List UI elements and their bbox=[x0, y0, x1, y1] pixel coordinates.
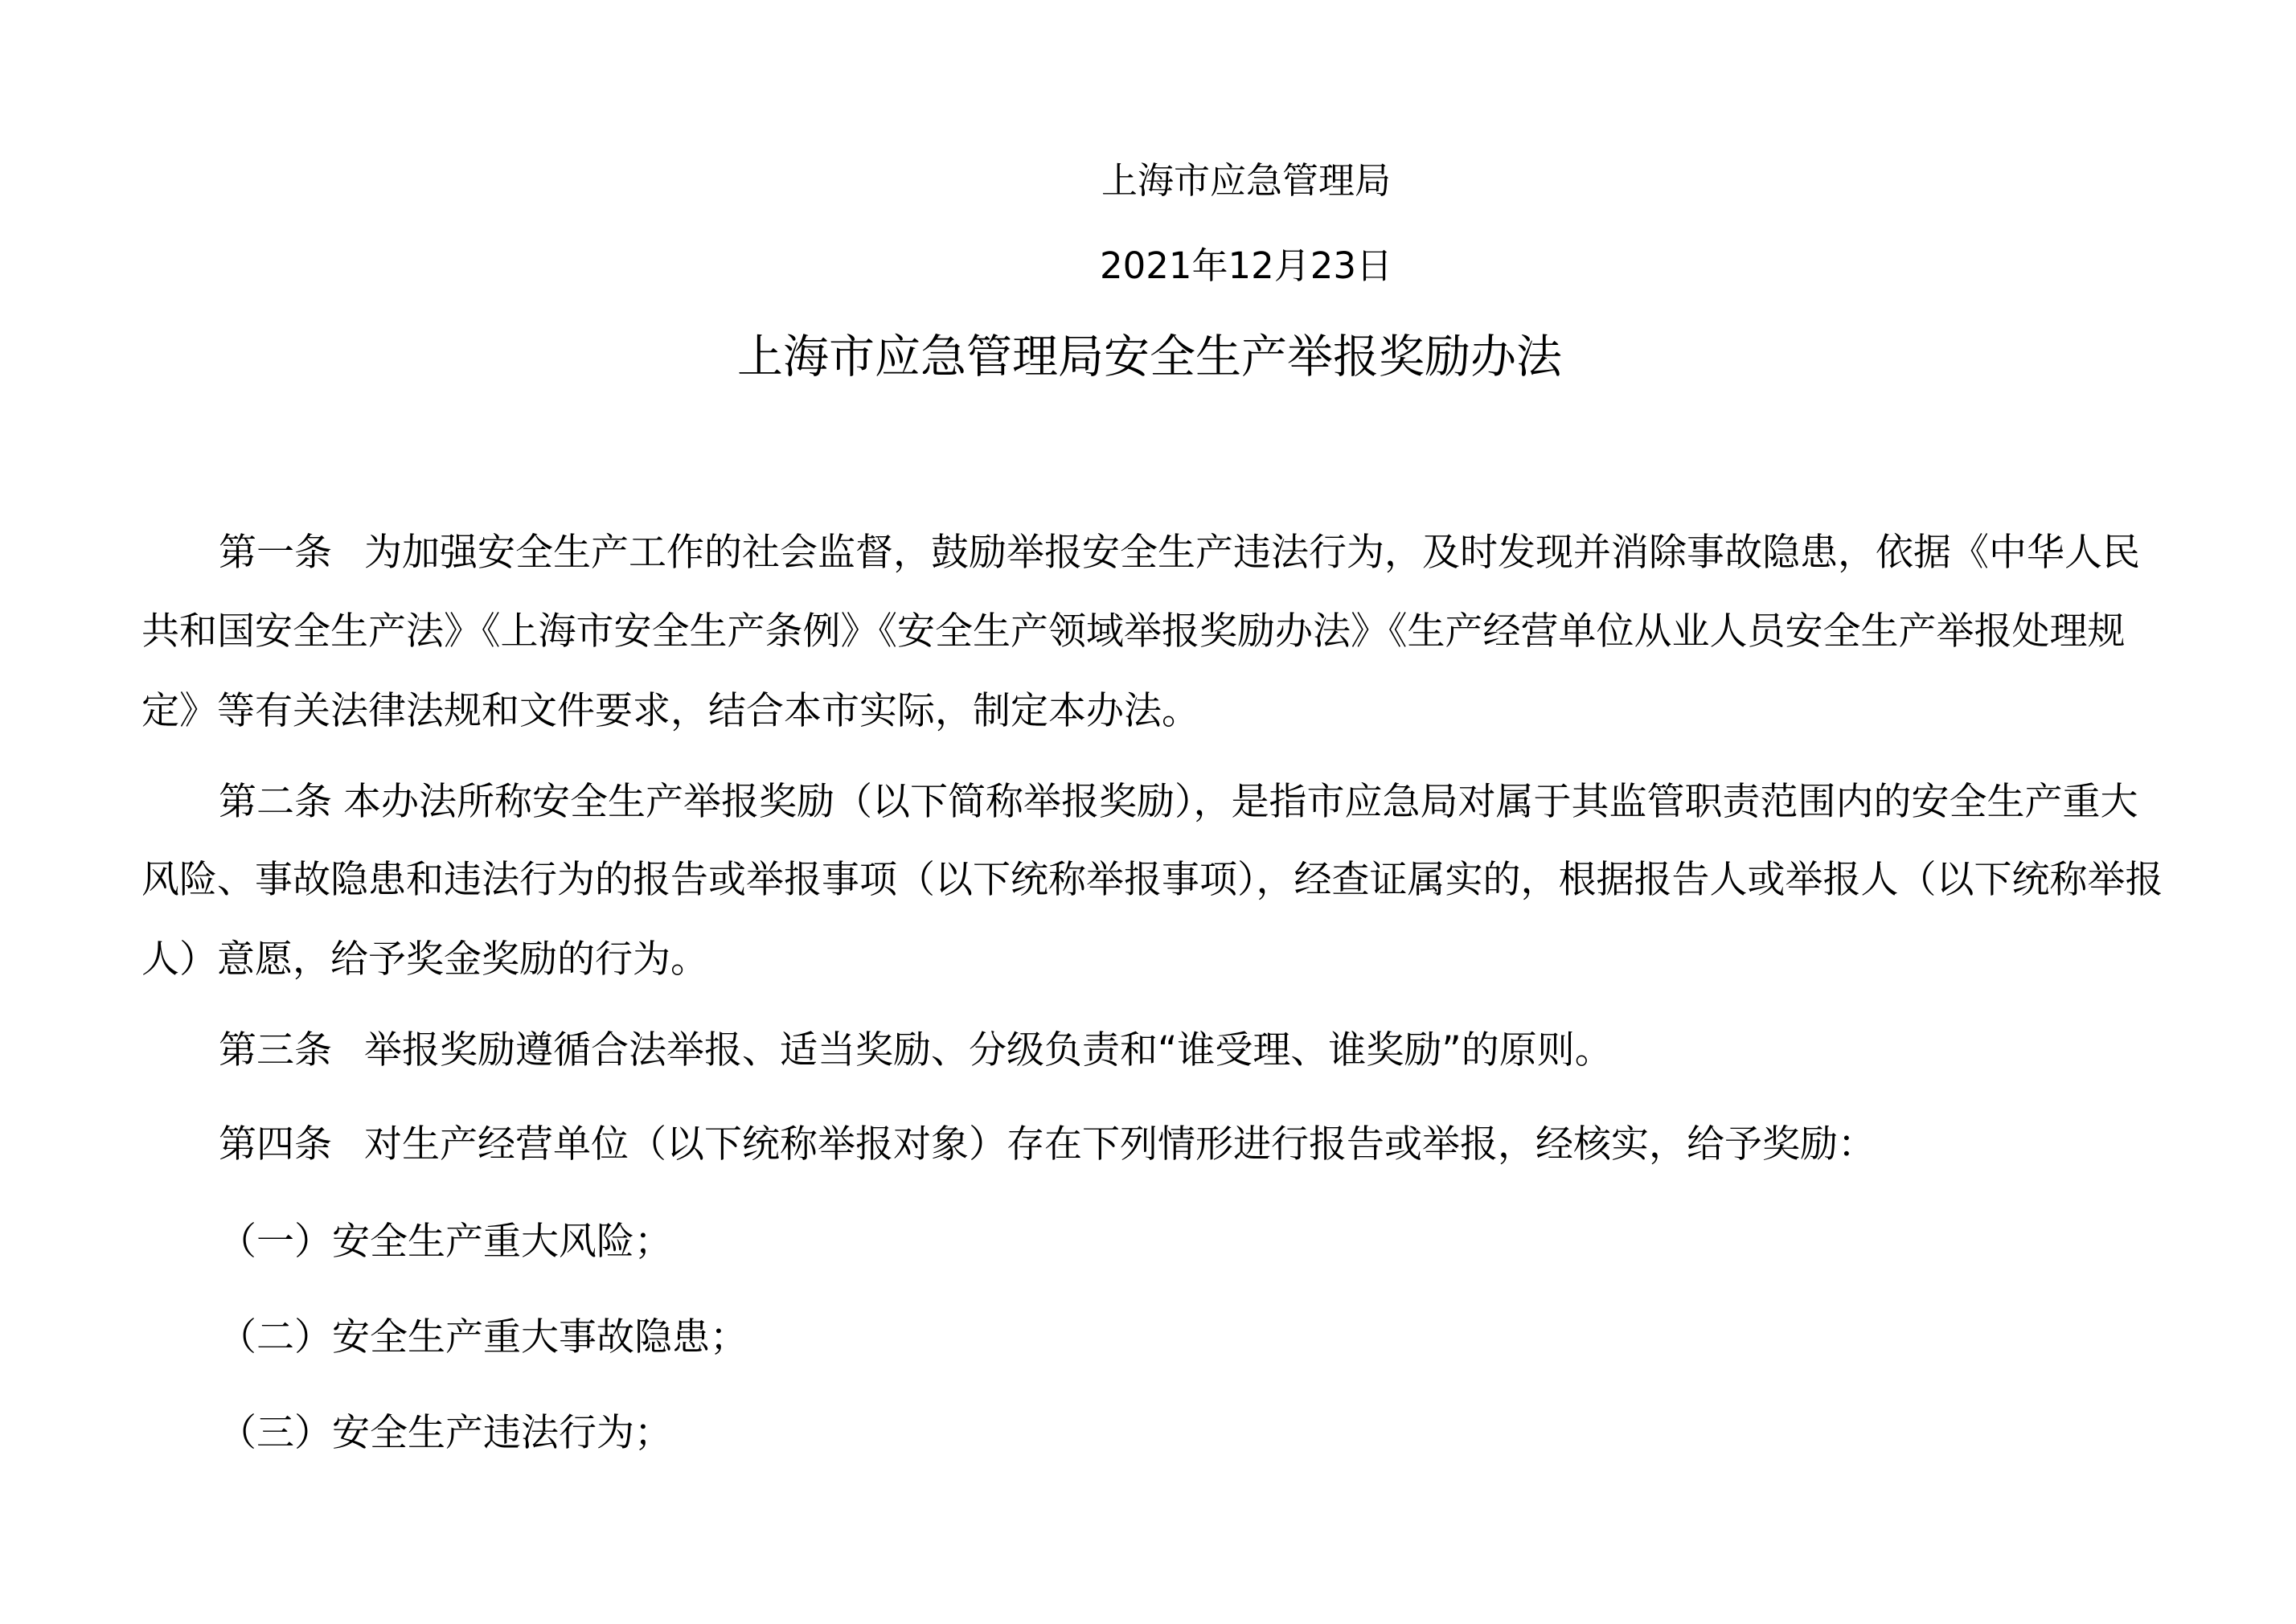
list-marker: （一） bbox=[219, 1220, 332, 1264]
article-2-line-2: 风险、事故隐患和违法行为的报告或举报事项（以下统称举报事项），经查证属实的，根据报告人或举报人（以下统称举报 bbox=[141, 858, 2163, 902]
list-marker: （二） bbox=[219, 1315, 332, 1359]
article-4-line-1 bbox=[219, 1121, 1876, 1169]
article-label: 第二条 bbox=[219, 780, 332, 824]
article-3-line-1 bbox=[219, 1027, 1613, 1075]
article-text: 为加强安全生产工作的社会监督，鼓励举报安全生产违法行为，及时发现并消除事故隐患，依据《中华人民 bbox=[364, 531, 2140, 575]
article-2-line-1 bbox=[219, 778, 2138, 826]
article-1-line-3: 定》等有关法律法规和文件要求，结合本市实际，制定本办法。 bbox=[141, 689, 1199, 733]
list-item bbox=[219, 1409, 672, 1458]
article-label: 第四条 bbox=[219, 1122, 332, 1167]
article-text: 本办法所称安全生产举报奖励（以下简称举报奖励），是指市应急局对属于其监管职责范围内的安全生产重大 bbox=[343, 780, 2138, 824]
article-label: 第一条 bbox=[219, 531, 332, 575]
article-1-line-1 bbox=[219, 529, 2140, 577]
issuing-authority: 上海市应急管理局 bbox=[1101, 159, 1391, 202]
list-item bbox=[219, 1218, 672, 1266]
list-text: 安全生产违法行为； bbox=[332, 1411, 672, 1455]
document-title: 上海市应急管理局安全生产举报奖励办法 bbox=[737, 330, 1562, 383]
article-label: 第三条 bbox=[219, 1028, 332, 1072]
article-2-line-3: 人）意愿，给予奖金奖励的行为。 bbox=[141, 937, 708, 982]
list-text: 安全生产重大风险； bbox=[332, 1220, 672, 1264]
article-text: 举报奖励遵循合法举报、适当奖励、分级负责和“谁受理、谁奖励”的原则。 bbox=[364, 1028, 1613, 1072]
issue-date: 2021年12月23日 bbox=[1099, 244, 1393, 287]
list-text: 安全生产重大事故隐患； bbox=[332, 1315, 748, 1359]
list-marker: （三） bbox=[219, 1411, 332, 1455]
article-text: 对生产经营单位（以下统称举报对象）存在下列情形进行报告或举报，经核实，给予奖励： bbox=[364, 1122, 1876, 1167]
list-item bbox=[219, 1314, 748, 1362]
article-1-line-2: 共和国安全生产法》《上海市安全生产条例》《安全生产领域举报奖励办法》《生产经营单位从业人员安全生产举报处理规 bbox=[141, 609, 2126, 654]
